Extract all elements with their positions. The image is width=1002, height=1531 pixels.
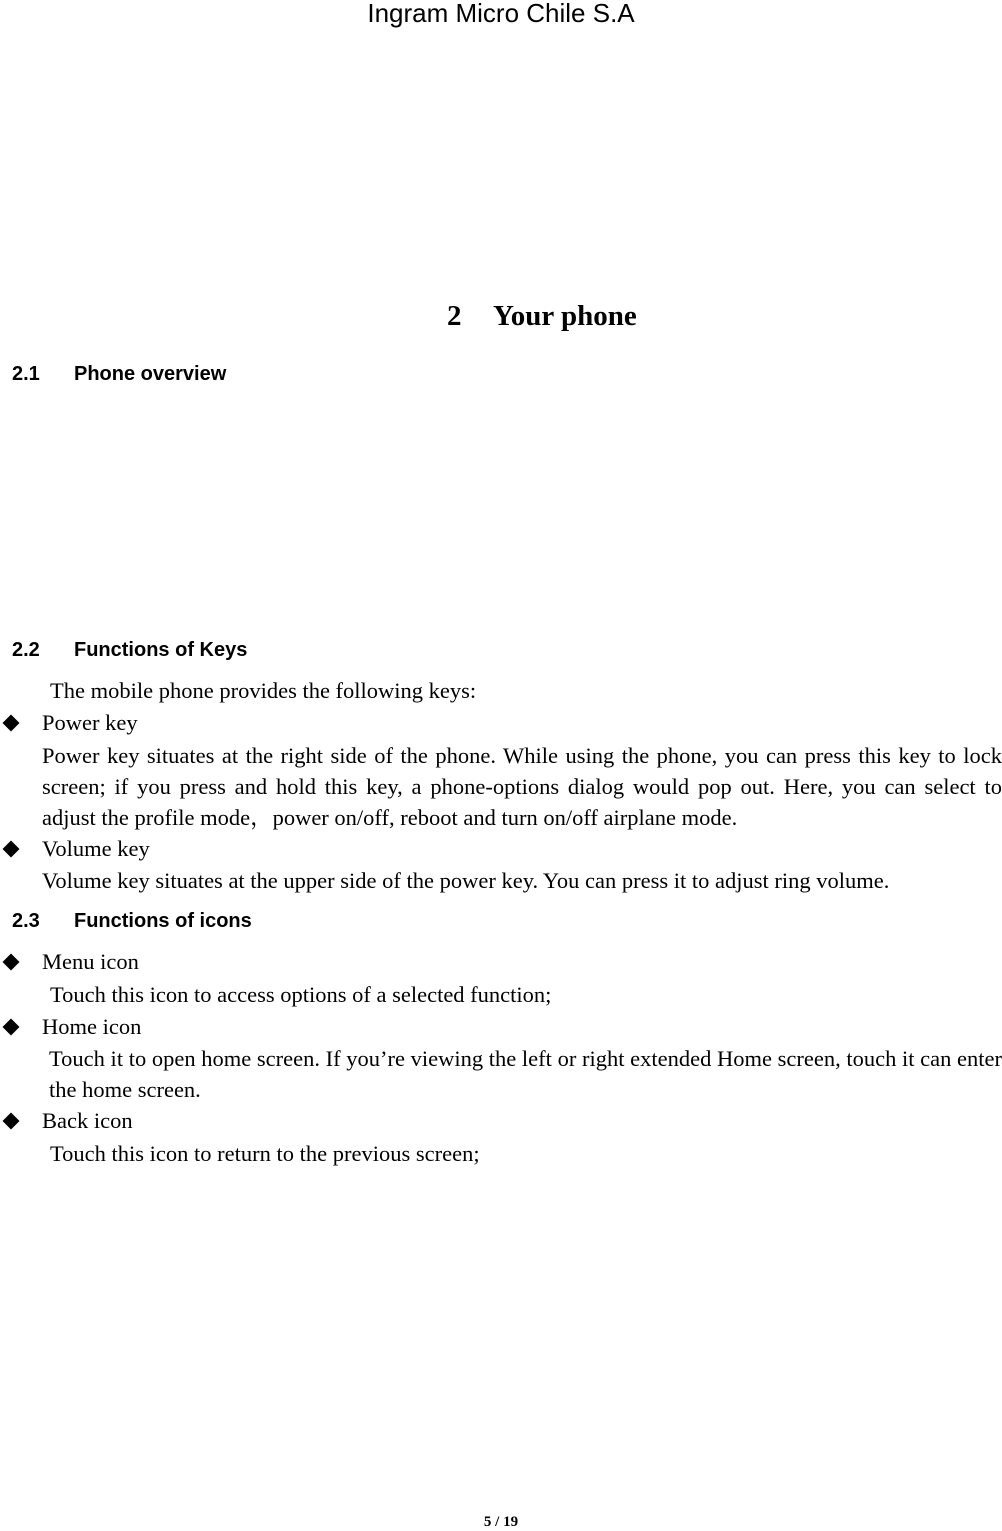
- volume-key-title: Volume key: [42, 836, 150, 861]
- diamond-bullet-icon: [2, 834, 20, 864]
- power-key-description: Power key situates at the right side of the phone. While using the phone, you can press this key to lock screen; if you press and hold this key, a phone-options dialog would pop out. Here, you can select to adjust the profile mode，power on/off, reboot and turn on/off airplane mode.: [42, 743, 1002, 830]
- back-icon-title: Back icon: [42, 1108, 133, 1133]
- home-icon-description: Touch it to open home screen. If you’re viewing the left or right extended Home screen, touch it can enter the home screen.: [49, 1046, 1002, 1102]
- diamond-bullet-icon: [2, 1106, 20, 1136]
- keys-intro: The mobile phone provides the following keys:: [50, 678, 477, 703]
- volume-key-description: Volume key situates at the upper side of the power key. You can press it to adjust ring volume.: [42, 868, 890, 893]
- section-heading-functions-of-keys: [12, 637, 247, 663]
- chapter-number: 2: [447, 300, 462, 332]
- power-key-title: Power key: [42, 710, 138, 735]
- section-number: 2.3: [12, 910, 40, 932]
- chapter-title-text: Your phone: [493, 300, 637, 332]
- chapter-title: [447, 298, 637, 334]
- page-header: Ingram Micro Chile S.A: [367, 0, 635, 28]
- section-heading-phone-overview: [12, 361, 226, 387]
- menu-icon-title: Menu icon: [42, 949, 139, 974]
- page-number: 5 / 19: [483, 1514, 519, 1530]
- diamond-bullet-icon: [2, 708, 20, 738]
- home-icon-title: Home icon: [42, 1014, 142, 1039]
- section-title: Phone overview: [74, 363, 227, 385]
- back-icon-description: Touch this icon to return to the previous screen;: [50, 1141, 480, 1166]
- section-title: Functions of icons: [74, 910, 252, 932]
- section-title: Functions of Keys: [74, 639, 248, 661]
- section-number: 2.1: [12, 363, 40, 385]
- section-number: 2.2: [12, 639, 40, 661]
- diamond-bullet-icon: [2, 1012, 20, 1042]
- diamond-bullet-icon: [2, 947, 20, 977]
- section-heading-functions-of-icons: [12, 908, 252, 934]
- menu-icon-description: Touch this icon to access options of a selected function;: [50, 982, 552, 1007]
